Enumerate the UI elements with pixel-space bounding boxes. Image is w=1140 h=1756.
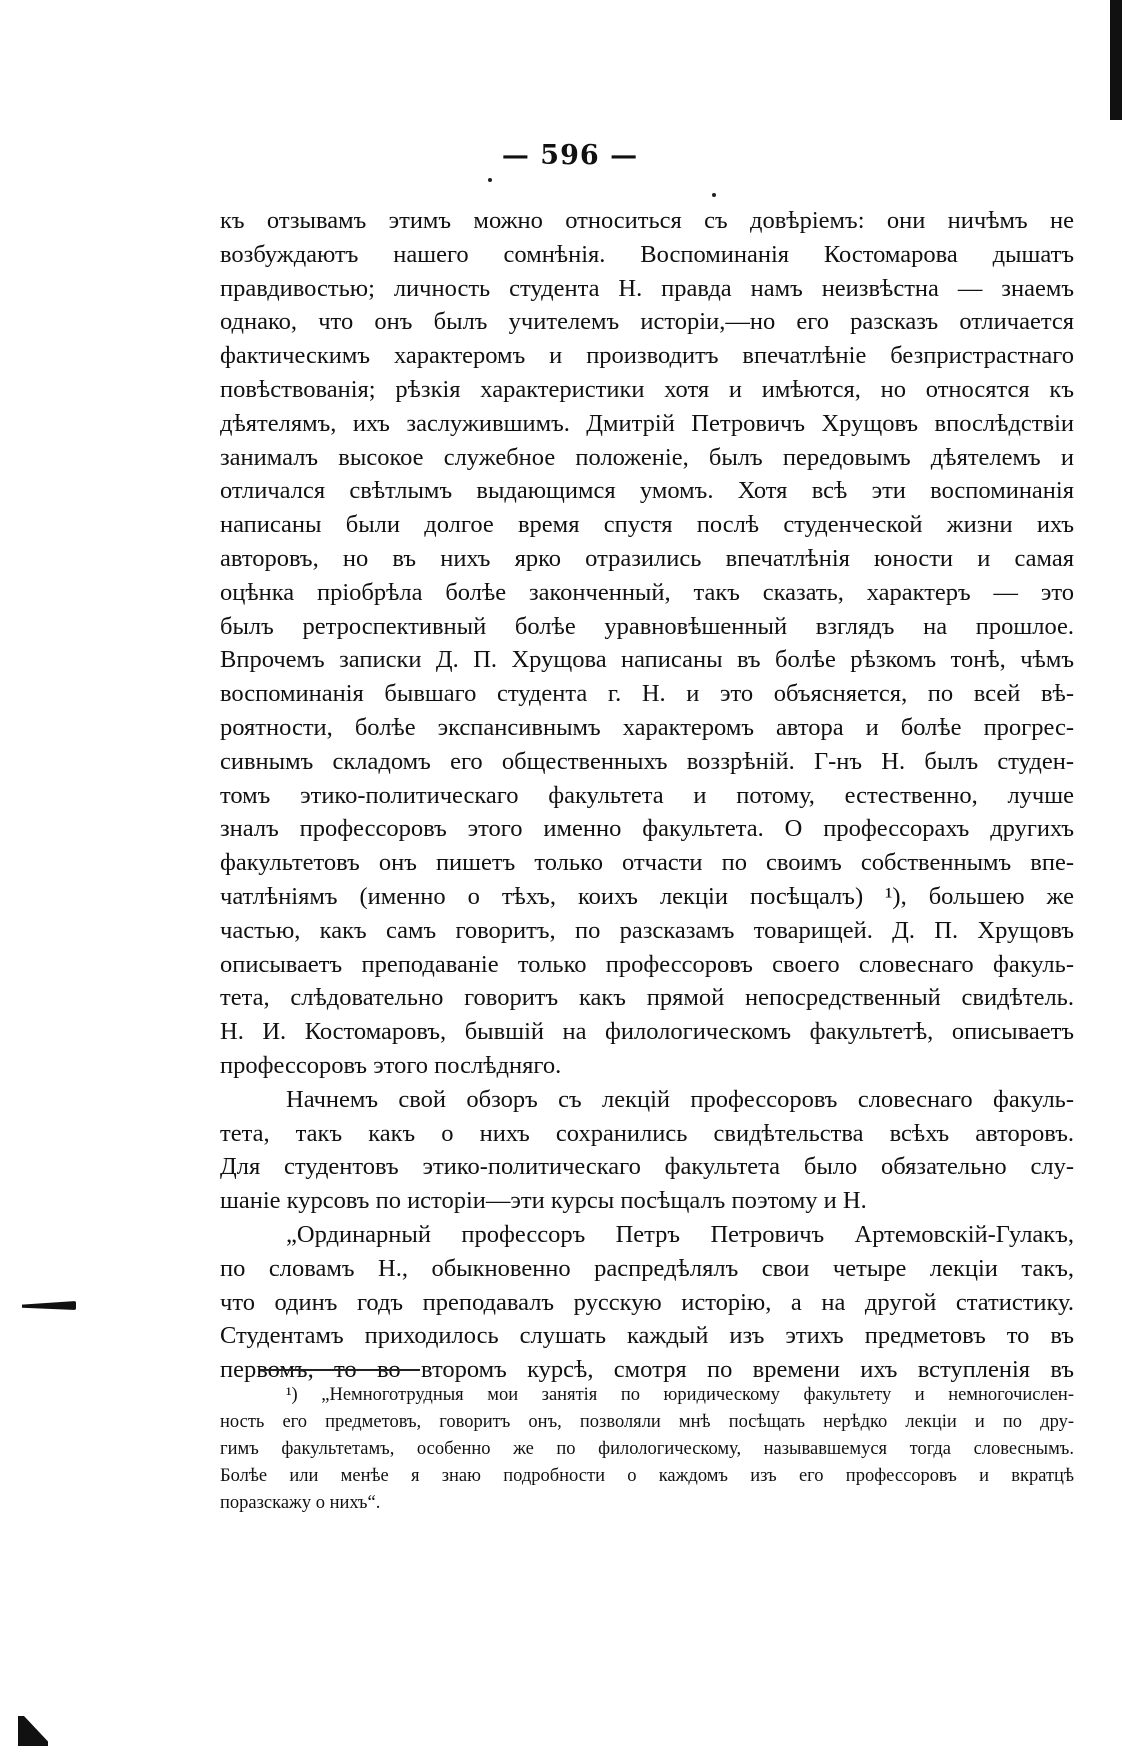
text-line: былъ ретроспективный болѣе уравновѣшенный взглядъ на прошлое. (220, 612, 1074, 640)
text-line: дѣятелямъ, ихъ заслужившимъ. Дмитрій Петровичъ Хрущовъ впослѣдствіи (220, 409, 1074, 437)
text-line: факультетовъ онъ пишетъ только отчасти по своимъ собственнымъ впе- (220, 849, 1074, 877)
footnote-separator (260, 1369, 420, 1371)
text-line: къ отзывамъ этимъ можно относиться съ довѣріемъ: они ничѣмъ не (220, 207, 1074, 234)
text-line: первомъ, то во второмъ курсѣ, смотря по времени ихъ вступленія въ (220, 1356, 1074, 1384)
footnote-line: ¹) „Немноготрудныя мои занятія по юридическому факультету и немногочислен- (286, 1385, 1074, 1405)
body-text (220, 204, 1074, 1387)
text-line: описываетъ преподаваніе только профессоровъ своего словеснаго факуль- (220, 950, 1074, 978)
text-line: Н. И. Костомаровъ, бывшій на филологическомъ факультетѣ, описываетъ (220, 1018, 1074, 1046)
text-line: тета, слѣдовательно говоритъ какъ прямой непосредственный свидѣтель. (220, 984, 1074, 1012)
text-line: Студентамъ приходилось слушать каждый изъ этихъ предметовъ то въ (220, 1322, 1074, 1350)
footnote-line: поразскажу о нихъ“. (220, 1493, 381, 1513)
text-line: занималъ высокое служебное положеніе, былъ передовымъ дѣятелемъ и (220, 443, 1074, 471)
text-line: написаны были долгое время спустя послѣ студенческой жизни ихъ (220, 511, 1074, 539)
text-line: фактическимъ характеромъ и производитъ впечатлѣніе безпристрастнаго (220, 342, 1074, 370)
scan-margin-mark (22, 1301, 76, 1310)
print-speck (712, 193, 716, 197)
text-line: авторовъ, но въ нихъ ярко отразились впечатлѣнія юности и самая (220, 544, 1074, 572)
text-line: повѣствованія; рѣзкія характеристики хотя и имѣются, но относятся къ (220, 375, 1074, 403)
text-line: воспоминанія бывшаго студента г. Н. и это объясняется, по всей вѣ- (220, 680, 1074, 708)
footnote-line: Болѣе или менѣе я знаю подробности о каждомъ изъ его профессоровъ и вкратцѣ (220, 1466, 1074, 1486)
text-line: профессоровъ этого послѣдняго. (220, 1051, 562, 1079)
text-line: томъ этико-политическаго факультета и потому, естественно, лучше (220, 781, 1074, 809)
print-speck (488, 178, 492, 182)
footnote-line: ность его предметовъ, говоритъ онъ, позволяли мнѣ посѣщать нерѣдко лекціи и по дру- (220, 1412, 1074, 1432)
footnote-line: гимъ факультетамъ, особенно же по филологическому, называвшемуся тогда словеснымъ. (220, 1439, 1074, 1459)
text-line: „Ординарный профессоръ Петръ Петровичъ Артемовскій-Гулакъ, (286, 1220, 1074, 1248)
text-line: частью, какъ самъ говоритъ, по разсказамъ товарищей. Д. П. Хрущовъ (220, 916, 1074, 944)
text-line: оцѣнка пріобрѣла болѣе законченный, такъ сказать, характеръ — это (220, 578, 1074, 606)
text-line: что одинъ годъ преподавалъ русскую исторію, а на другой статистику. (220, 1288, 1074, 1316)
text-line: тета, такъ какъ о нихъ сохранились свидѣтельства всѣхъ авторовъ. (220, 1119, 1074, 1147)
text-line: Для студентовъ этико-политическаго факультета было обязательно слу- (220, 1153, 1074, 1181)
text-line: зналъ профессоровъ этого именно факультета. О профессорахъ другихъ (220, 815, 1074, 843)
text-line: шаніе курсовъ по исторіи—эти курсы посѣщалъ поэтому и Н. (220, 1187, 867, 1215)
text-line: по словамъ Н., обыкновенно распредѣлялъ свои четыре лекціи такъ, (220, 1254, 1074, 1282)
text-line: сивнымъ складомъ его общественныхъ воззрѣній. Г-нъ Н. былъ студен- (220, 747, 1074, 775)
page-edge-shadow (1110, 0, 1122, 120)
scan-corner-mark (18, 1716, 48, 1746)
text-line: возбуждаютъ нашего сомнѣнія. Воспоминанія Костомарова дышатъ (220, 240, 1074, 268)
text-line: роятности, болѣе экспансивнымъ характеромъ автора и болѣе прогрес- (220, 713, 1074, 741)
text-line: правдивостью; личность студента Н. правда намъ неизвѣстна — знаемъ (220, 274, 1074, 302)
footnote (220, 1382, 1074, 1517)
page-number: — 596 — (501, 140, 639, 171)
text-line: однако, что онъ былъ учителемъ исторіи,—но его разсказъ отличается (220, 308, 1074, 336)
text-line: Впрочемъ записки Д. П. Хрущова написаны въ болѣе рѣзкомъ тонѣ, чѣмъ (220, 646, 1074, 674)
text-line: Начнемъ свой обзоръ съ лекцій профессоровъ словеснаго факуль- (286, 1085, 1074, 1113)
text-line: чатлѣніямъ (именно о тѣхъ, коихъ лекціи посѣщалъ) ¹), большею же (220, 882, 1074, 910)
text-line: отличался свѣтлымъ выдающимся умомъ. Хотя всѣ эти воспоминанія (220, 477, 1074, 505)
